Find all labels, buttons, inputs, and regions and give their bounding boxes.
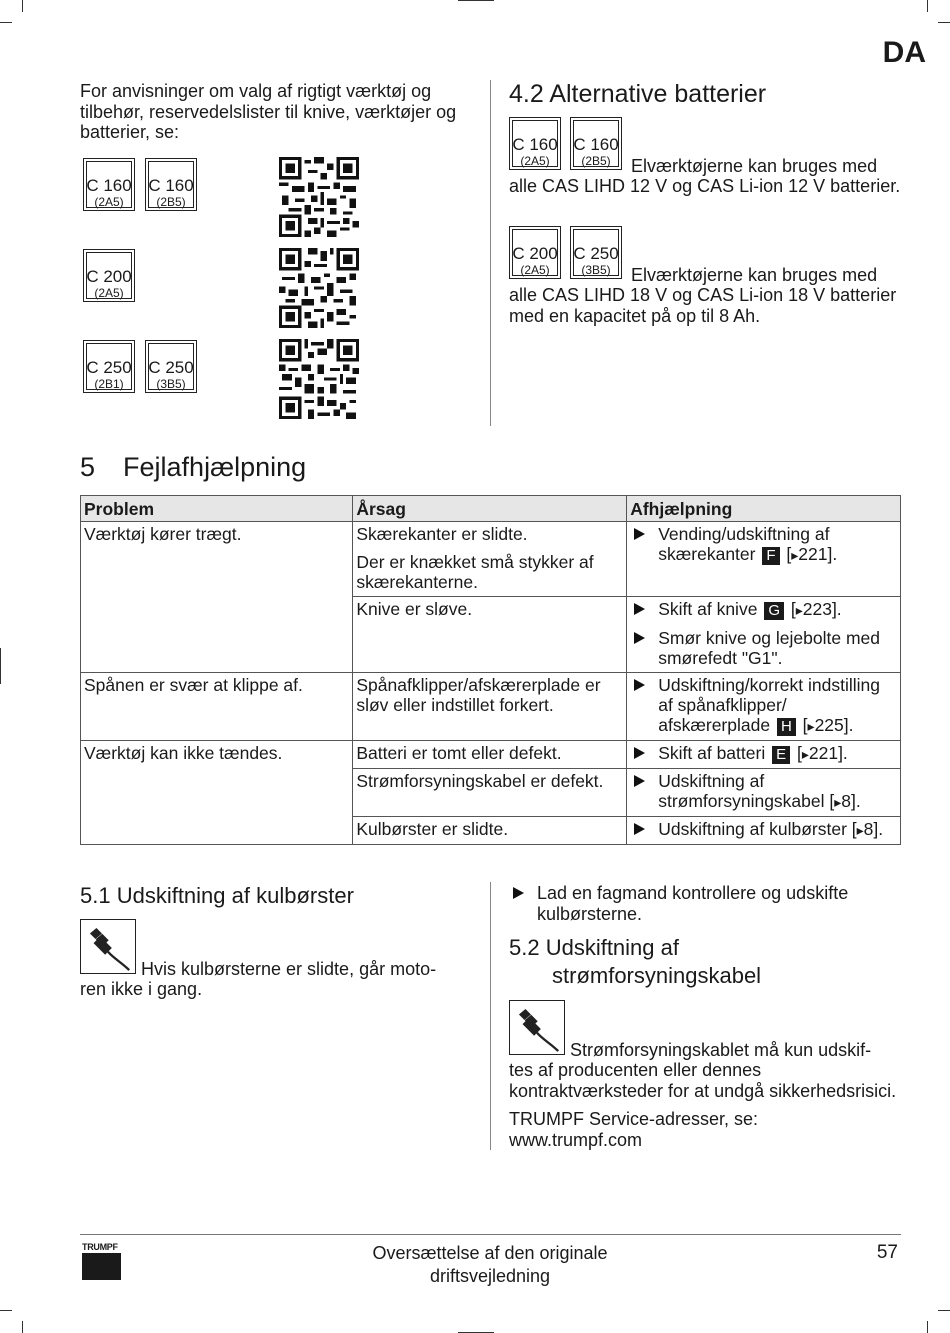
intro-text: For anvisninger om valg af rigtigt værktøj og tilbehør, reservedelslister til knive, værktøjer og batterier, se: <box>80 81 457 142</box>
problem-cell <box>81 817 353 845</box>
remedy-item: Udskiftning af strømforsyningskabel [▸ 8]. <box>630 771 897 812</box>
brush-text-first: Hvis kulbørsterne er slidte, går moto- <box>141 959 437 979</box>
cause-text: Der er knækket små stykker af skærekanterne. <box>356 552 594 592</box>
troubleshooting-table <box>80 495 901 845</box>
cause-cell: Spånafklipper/afskærerplade er sløv eller indstillet forkert. <box>353 673 627 741</box>
table-row <box>81 741 901 769</box>
problem-cell: Spånen er svær at klippe af. <box>81 673 353 741</box>
remedy-cell <box>627 597 901 673</box>
table-row <box>81 597 901 673</box>
model-box: C 160 (2A5) <box>83 158 135 211</box>
model-box: C 160 (2A5) <box>509 117 561 170</box>
cause-cell: Batteri er tomt eller defekt. <box>353 741 627 769</box>
remedy-cell <box>627 817 901 845</box>
page-number: 57 <box>876 1242 898 1263</box>
page-reference-link[interactable]: ▸ 223]. <box>796 599 842 619</box>
figure-key-badge: G <box>764 602 784 620</box>
power-plug-icon <box>80 919 136 974</box>
page-reference-link[interactable]: ▸ 221]. <box>802 743 848 763</box>
table-header: Årsag <box>353 496 627 522</box>
model-box: C 200 (2A5) <box>83 249 135 302</box>
column-divider <box>490 80 491 426</box>
remedy-cell <box>627 673 901 741</box>
remedy-item: Smør knive og lejebolte med smørefedt "G1". <box>630 628 897 668</box>
model-box: C 250 (2B1) <box>83 340 135 393</box>
remedy-item: Vending/udskiftning af skærekanter F [▸ 221]. <box>630 524 897 565</box>
section-title: Fejlafhjælpning <box>123 452 307 482</box>
cause-cell: Kulbørster er slidte. <box>353 817 627 845</box>
problem-cell <box>81 769 353 817</box>
battery-text-12v: alle CAS LIHD 12 V og CAS Li-ion 12 V batterier. <box>509 176 901 196</box>
problem-cell <box>81 597 353 673</box>
cause-text: Skærekanter er slidte. <box>356 524 528 544</box>
remedy-cell <box>627 522 901 597</box>
qr-code-icon[interactable] <box>279 248 359 328</box>
section-number: 5 <box>80 452 96 482</box>
remedy-item: Skift af knive G [▸ 223]. <box>630 599 897 620</box>
page-reference-link[interactable]: ▸ 8]. <box>834 791 861 811</box>
model-box: C 250 (3B5) <box>145 340 197 393</box>
figure-key-badge: E <box>772 746 790 764</box>
figure-key-badge: F <box>762 547 779 565</box>
section-title-5-2: 5.2 Udskiftning af strømforsyningskabel <box>509 935 762 988</box>
cause-cell: Strømforsyningskabel er defekt. <box>353 769 627 817</box>
column-divider <box>490 882 491 1150</box>
battery-text-18v: alle CAS LIHD 18 V og CAS Li-ion 18 V batterier med en kapacitet på op til 8 Ah. <box>509 285 897 326</box>
service-text: TRUMPF Service-adresser, se: <box>509 1109 759 1129</box>
problem-cell: Værktøj kører trægt. <box>81 522 353 597</box>
model-box: C 250 (3B5) <box>570 226 622 279</box>
table-row <box>81 673 901 741</box>
section-title-5-1: 5.1 Udskiftning af kulbørster <box>80 883 354 908</box>
power-plug-icon <box>509 1000 565 1055</box>
figure-key-badge: H <box>777 718 796 736</box>
page-reference-link[interactable]: ▸ 225]. <box>808 715 854 735</box>
footer-title: Oversættelse af den originale driftsvejledning <box>372 1243 608 1286</box>
table-row <box>81 522 901 597</box>
table-row <box>81 817 901 845</box>
section-title-4-2: 4.2 Alternative batterier <box>509 80 767 108</box>
remedy-item: Udskiftning/korrekt indstilling af spånafklipper/ afskærerplade H [▸ 225]. <box>630 675 897 736</box>
table-row <box>81 769 901 817</box>
footer-rule <box>80 1234 901 1235</box>
battery-text-18v-first: Elværktøjerne kan bruges med <box>631 265 878 285</box>
model-box: C 200 (2A5) <box>509 226 561 279</box>
instruction-item: Lad en fagmand kontrollere og udskifte kulbørsterne. <box>509 883 907 924</box>
page-reference-link[interactable]: ▸ 8]. <box>857 819 884 839</box>
remedy-item: Udskiftning af kulbørster [▸ 8]. <box>630 819 897 840</box>
brush-text: ren ikke i gang. <box>80 979 203 999</box>
cable-text-first: Strømforsyningskablet må kun udskif- <box>570 1040 872 1060</box>
model-box: C 160 (2B5) <box>570 117 622 170</box>
section-title-5 <box>80 452 306 483</box>
battery-text-12v-first: Elværktøjerne kan bruges med <box>631 156 878 176</box>
cause-cell: Knive er sløve. <box>353 597 627 673</box>
qr-code-icon[interactable] <box>279 339 359 419</box>
remedy-cell <box>627 769 901 817</box>
cable-text: tes af producenten eller dennes kontraktværksteder for at undgå sikkerhedsrisici. <box>509 1060 897 1101</box>
model-box: C 160 (2B5) <box>145 158 197 211</box>
language-code: DA <box>882 36 926 69</box>
qr-code-icon[interactable] <box>279 157 359 237</box>
table-header: Afhjælpning <box>627 496 901 522</box>
cause-cell <box>353 522 627 597</box>
service-link[interactable]: www.trumpf.com <box>509 1130 643 1150</box>
page-reference-link[interactable]: ▸ 221]. <box>791 544 837 564</box>
remedy-item: Skift af batteri E [▸ 221]. <box>630 743 897 764</box>
trumpf-logo: TRUMPF <box>82 1242 122 1280</box>
problem-cell: Værktøj kan ikke tændes. <box>81 741 353 769</box>
remedy-cell <box>627 741 901 769</box>
table-header: Problem <box>81 496 353 522</box>
